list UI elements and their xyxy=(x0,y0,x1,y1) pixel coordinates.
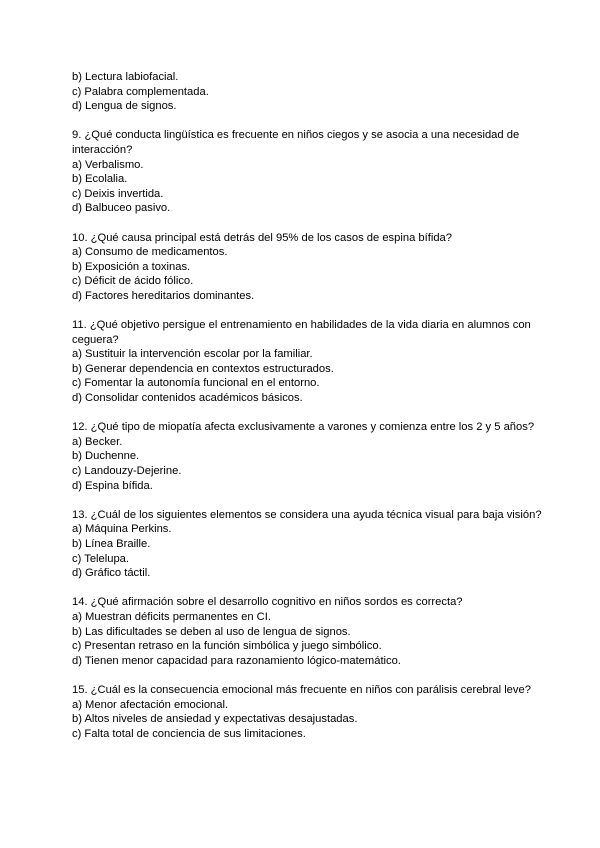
answer-option: b) Línea Braille. xyxy=(72,538,151,550)
document-page xyxy=(72,70,542,756)
answer-option: b) Altos niveles de ansiedad y expectativas desajustadas. xyxy=(72,713,358,726)
answer-option: c) Landouzy-Dejerine. xyxy=(72,465,182,478)
question-text: 15. ¿Cuál es la consecuencia emocional más frecuente en niños con parálisis cerebral leve? xyxy=(72,683,531,696)
answer-option: b) Exposición a toxinas. xyxy=(72,260,191,273)
answer-option: c) Falta total de conciencia de sus limitaciones. xyxy=(72,727,306,740)
answer-option: a) Sustituir la intervención escolar por la familiar. xyxy=(72,348,313,361)
question-text: 12. ¿Qué tipo de miopatía afecta exclusivamente a varones y comienza entre los 2 y 5 años? xyxy=(72,421,535,434)
answer-option: d) Gráfico táctil. xyxy=(72,567,151,580)
question-12 xyxy=(72,420,542,493)
answer-option: c) Presentan retraso en la función simbólica y juego simbólico. xyxy=(72,640,382,653)
question-14 xyxy=(72,595,542,668)
answer-option: b) Generar dependencia en contextos estructurados. xyxy=(72,362,334,375)
continuation-options xyxy=(72,70,542,114)
question-text: 13. ¿Cuál de los siguientes elementos se considera una ayuda técnica visual para baja visión? xyxy=(72,508,542,521)
answer-option: d) Balbuceo pasivo. xyxy=(72,202,171,215)
answer-option: d) Tienen menor capacidad para razonamiento lógico-matemático. xyxy=(72,654,401,667)
question-9 xyxy=(72,128,542,216)
answer-option: a) Consumo de medicamentos. xyxy=(72,246,228,259)
answer-option: d) Lengua de signos. xyxy=(72,100,177,113)
question-10 xyxy=(72,231,542,304)
answer-option: d) Espina bífida. xyxy=(72,479,153,492)
answer-option: a) Máquina Perkins. xyxy=(72,523,172,536)
question-11 xyxy=(72,318,542,406)
question-13 xyxy=(72,508,542,581)
answer-option: a) Menor afectación emocional. xyxy=(72,698,229,711)
answer-option: a) Becker. xyxy=(72,435,123,448)
answer-option: d) Consolidar contenidos académicos básicos. xyxy=(72,392,303,405)
answer-option: c) Telelupa. xyxy=(72,552,130,565)
answer-option: c) Palabra complementada. xyxy=(72,85,209,98)
answer-option: c) Déficit de ácido fólico. xyxy=(72,275,194,288)
answer-option: b) Lectura labiofacial. xyxy=(72,71,179,83)
answer-option: a) Muestran déficits permanentes en CI. xyxy=(72,610,271,623)
answer-option: b) Ecolalia. xyxy=(72,173,128,186)
question-text: 11. ¿Qué objetivo persigue el entrenamiento en habilidades de la vida diaria en alumnos con ceguera? xyxy=(72,319,531,346)
answer-option: b) Las dificultades se deben al uso de lengua de signos. xyxy=(72,625,351,638)
answer-option: c) Deixis invertida. xyxy=(72,187,164,200)
question-15 xyxy=(72,683,542,741)
answer-option: b) Duchenne. xyxy=(72,450,140,463)
question-text: 9. ¿Qué conducta lingüística es frecuente en niños ciegos y se asocia a una necesidad de interacción? xyxy=(72,129,520,156)
answer-option: c) Fomentar la autonomía funcional en el entorno. xyxy=(72,377,320,390)
question-text: 14. ¿Qué afirmación sobre el desarrollo cognitivo en niños sordos es correcta? xyxy=(72,596,463,609)
question-text: 10. ¿Qué causa principal está detrás del 95% de los casos de espina bífida? xyxy=(72,231,452,244)
answer-option: a) Verbalismo. xyxy=(72,158,144,171)
answer-option: d) Factores hereditarios dominantes. xyxy=(72,289,255,302)
